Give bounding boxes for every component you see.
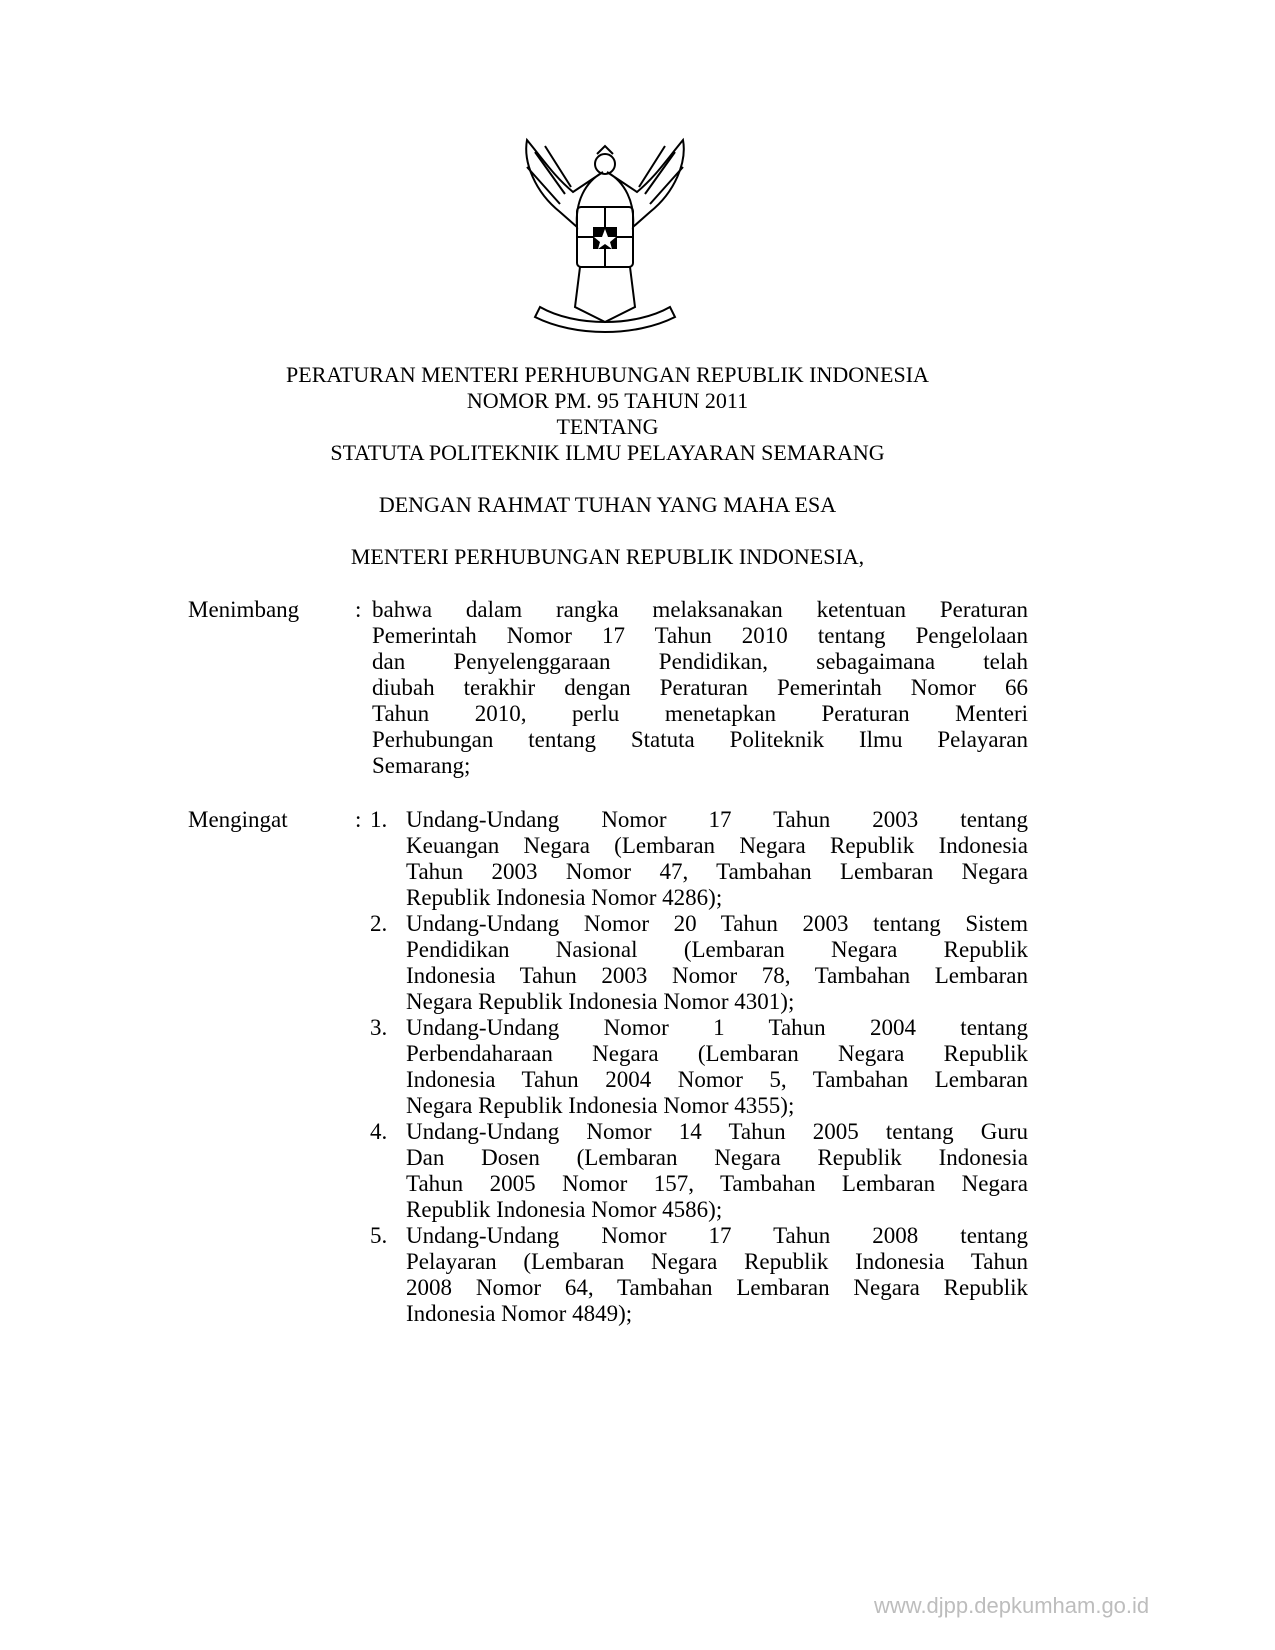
text-line: Pendidikan Nasional (Lembaran Negara Republik <box>406 937 1028 962</box>
text-line: Tahun 2005 Nomor 157, Tambahan Lembaran Negara <box>406 1171 1028 1196</box>
text-line: Negara Republik Indonesia Nomor 4355); <box>406 1093 795 1118</box>
regulation-title <box>0 362 1215 466</box>
title-line: PERATURAN MENTERI PERHUBUNGAN REPUBLIK INDONESIA <box>286 362 929 387</box>
title-line: STATUTA POLITEKNIK ILMU PELAYARAN SEMARANG <box>330 440 885 465</box>
text-line: Republik Indonesia Nomor 4286); <box>406 885 723 910</box>
text-line: Dan Dosen (Lembaran Negara Republik Indonesia <box>406 1145 1028 1170</box>
text-line: Undang-Undang Nomor 20 Tahun 2003 tentang Sistem <box>406 911 1028 936</box>
text-line: Undang-Undang Nomor 1 Tahun 2004 tentang <box>406 1015 1028 1040</box>
text-line: Indonesia Tahun 2003 Nomor 78, Tambahan Lembaran <box>406 963 1028 988</box>
text-line: Pemerintah Nomor 17 Tahun 2010 tentang Pengelolaan <box>372 623 1028 648</box>
text-line: Indonesia Nomor 4849); <box>406 1301 633 1326</box>
text-line: Perhubungan tentang Statuta Politeknik Ilmu Pelayaran <box>372 727 1028 752</box>
text-line: Tahun 2003 Nomor 47, Tambahan Lembaran Negara <box>406 859 1028 884</box>
list-number: 2. <box>370 911 388 936</box>
list-item <box>406 807 1028 911</box>
title-line: NOMOR PM. 95 TAHUN 2011 <box>466 388 749 413</box>
text-line: Pelayaran (Lembaran Negara Republik Indonesia Tahun <box>406 1249 1028 1274</box>
colon: : <box>355 807 362 832</box>
colon: : <box>355 597 362 622</box>
preamble: DENGAN RAHMAT TUHAN YANG MAHA ESA <box>378 492 837 517</box>
menimbang-label: Menimbang <box>188 597 300 622</box>
text-line: Undang-Undang Nomor 17 Tahun 2003 tentang <box>406 807 1028 832</box>
text-line: Negara Republik Indonesia Nomor 4301); <box>406 989 795 1014</box>
text-line: 2008 Nomor 64, Tambahan Lembaran Negara Republik <box>406 1275 1028 1300</box>
text-line: Republik Indonesia Nomor 4586); <box>406 1197 723 1222</box>
list-number: 5. <box>370 1223 388 1248</box>
text-line: bahwa dalam rangka melaksanakan ketentuan Peraturan <box>372 597 1028 622</box>
text-line: Indonesia Tahun 2004 Nomor 5, Tambahan Lembaran <box>406 1067 1028 1092</box>
list-item <box>406 1119 1028 1223</box>
text-line: Undang-Undang Nomor 14 Tahun 2005 tentang Guru <box>406 1119 1028 1144</box>
list-item <box>406 1015 1028 1119</box>
text-line: Tahun 2010, perlu menetapkan Peraturan Menteri <box>372 701 1028 726</box>
minister-heading: MENTERI PERHUBUNGAN REPUBLIK INDONESIA, <box>350 544 865 569</box>
list-number: 3. <box>370 1015 388 1040</box>
text-line: dan Penyelenggaraan Pendidikan, sebagaimana telah <box>372 649 1028 674</box>
list-number: 4. <box>370 1119 388 1144</box>
list-item <box>406 911 1028 1015</box>
text-line: Keuangan Negara (Lembaran Negara Republik Indonesia <box>406 833 1028 858</box>
text-line: Undang-Undang Nomor 17 Tahun 2008 tentang <box>406 1223 1028 1248</box>
mengingat-label: Mengingat <box>188 807 288 832</box>
text-line: diubah terakhir dengan Peraturan Pemerintah Nomor 66 <box>372 675 1028 700</box>
garuda-emblem-icon <box>515 132 695 337</box>
title-line: TENTANG <box>556 414 659 439</box>
text-line: Perbendaharaan Negara (Lembaran Negara Republik <box>406 1041 1028 1066</box>
watermark: www.djpp.depkumham.go.id <box>874 1593 1150 1618</box>
text-line: Semarang; <box>372 753 471 778</box>
list-number: 1. <box>370 807 388 832</box>
list-item <box>406 1223 1028 1327</box>
menimbang-text <box>372 597 1028 779</box>
